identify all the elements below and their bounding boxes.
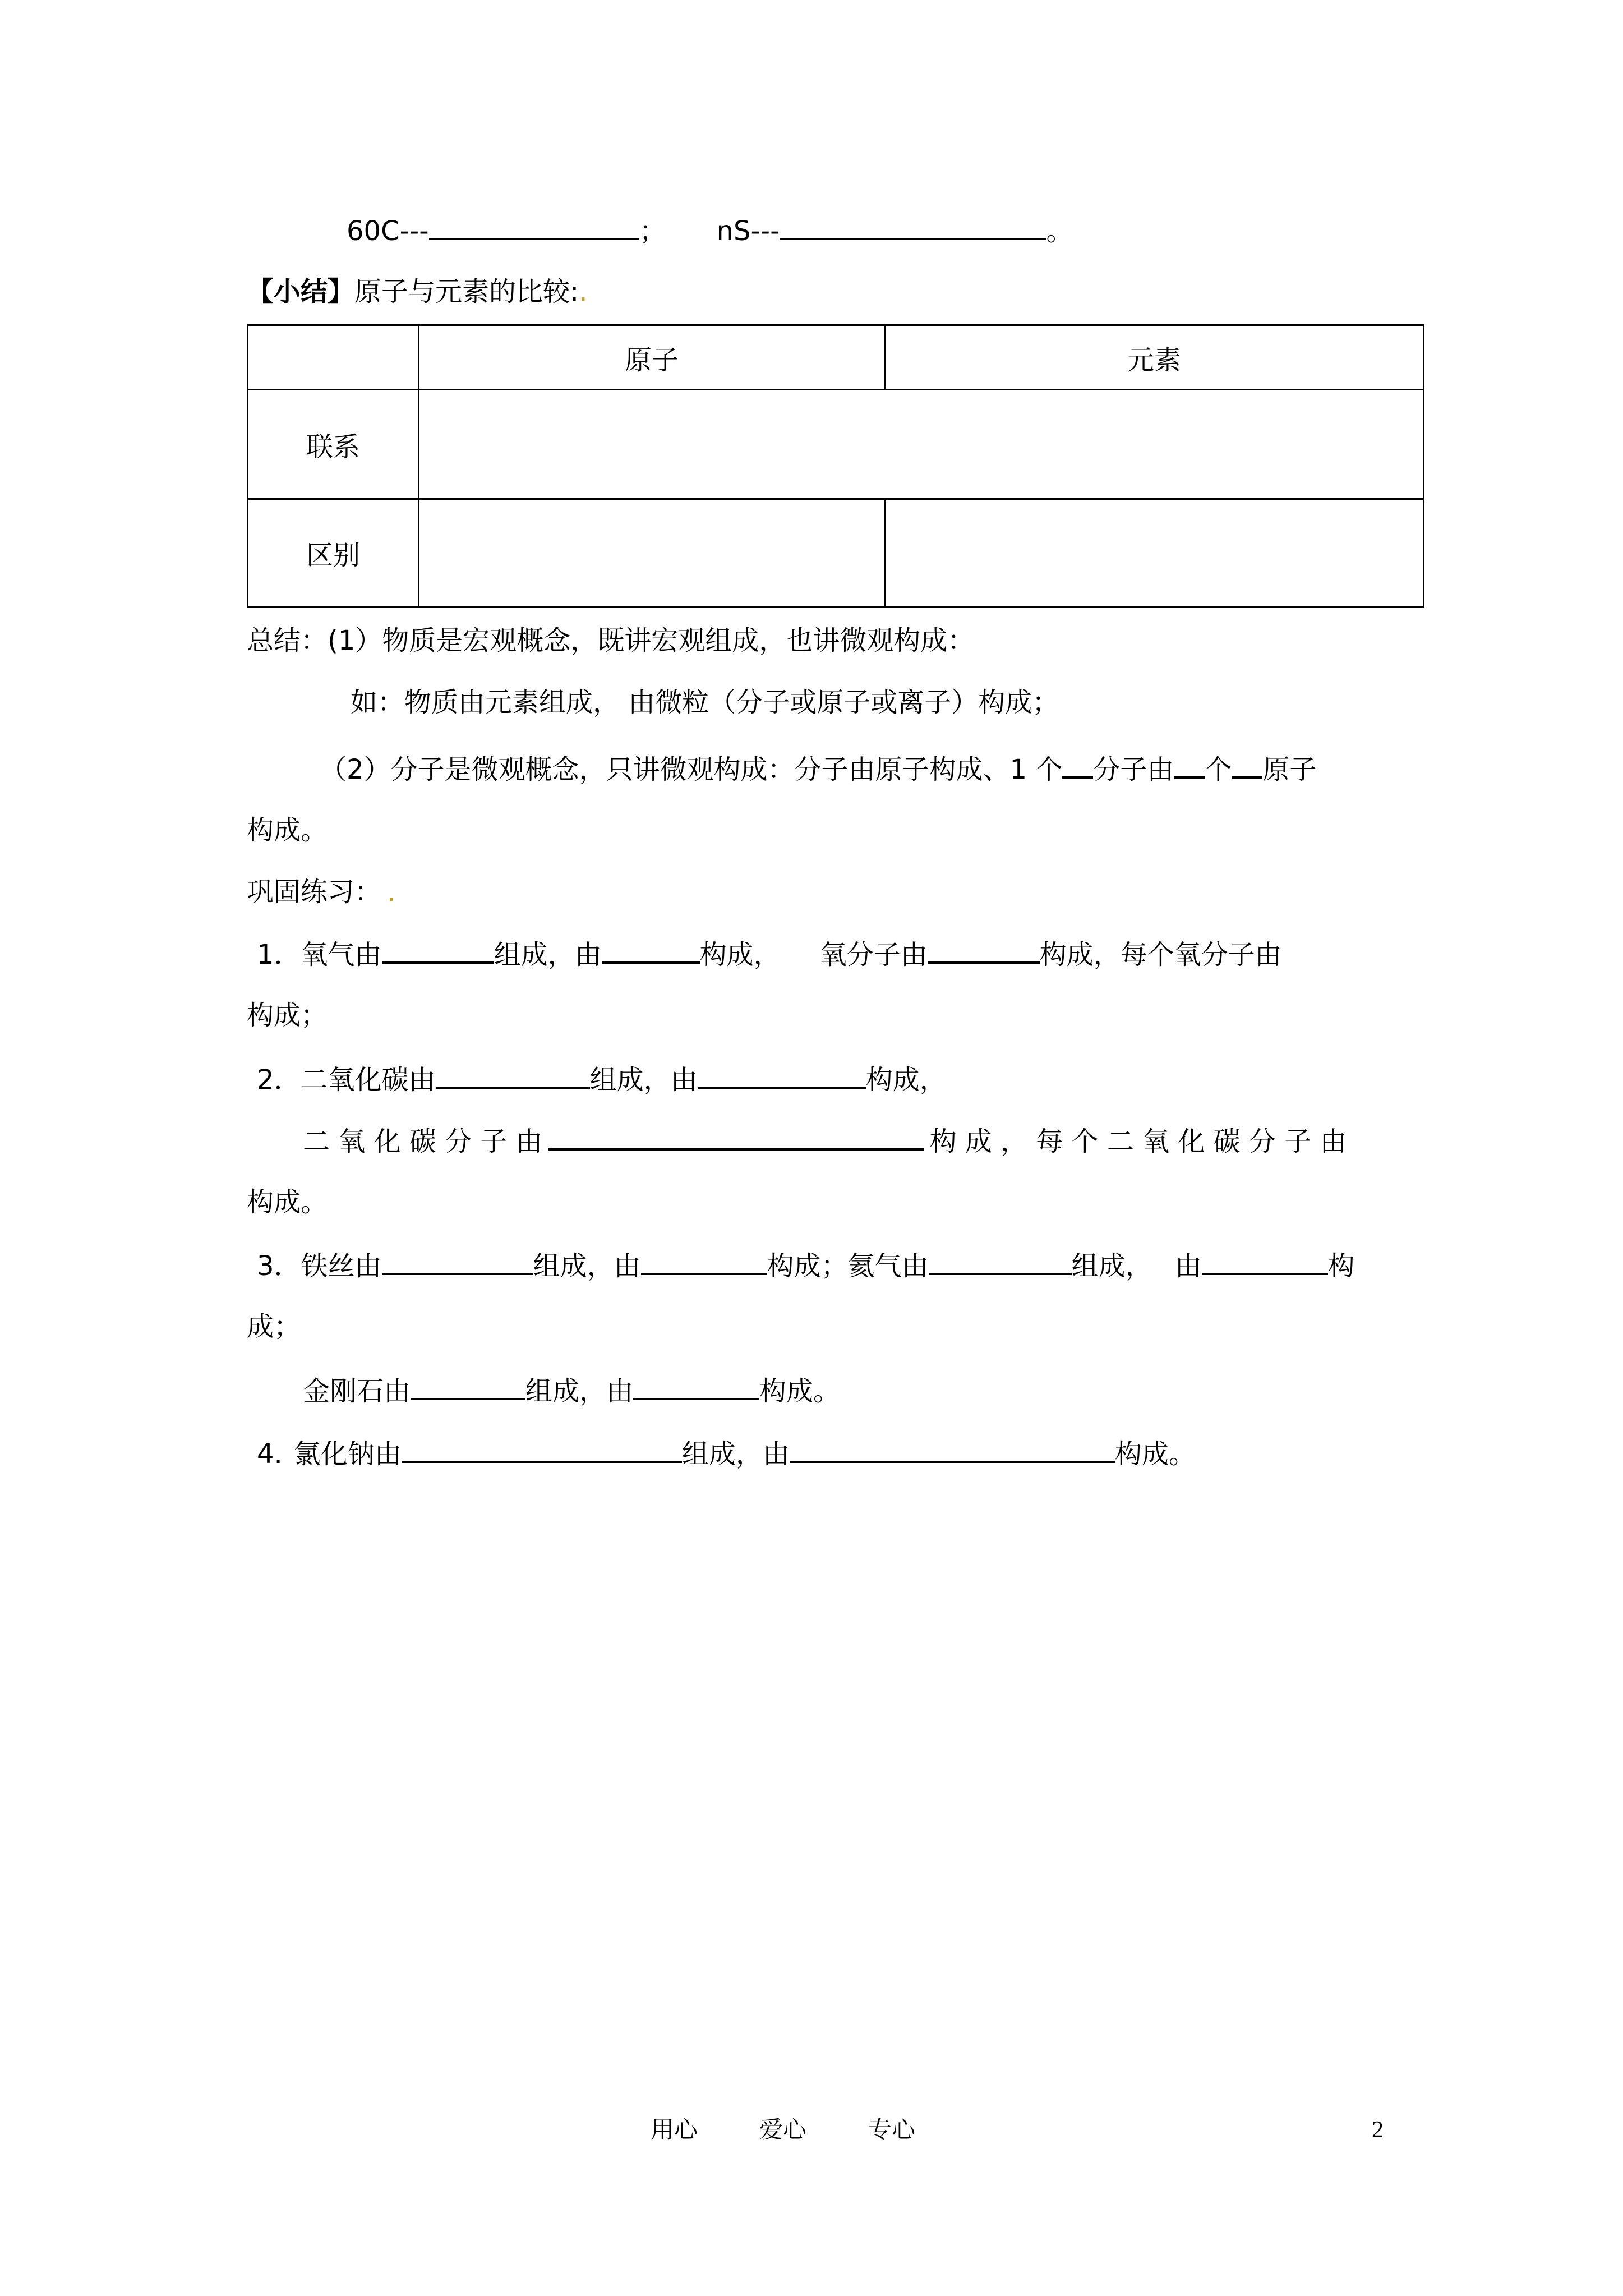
question-4 bbox=[257, 1436, 1196, 1471]
q-text: 氧气由 bbox=[301, 939, 382, 970]
q-text: 构成， bbox=[699, 939, 781, 970]
blank bbox=[633, 1373, 759, 1400]
blank bbox=[928, 937, 1040, 964]
blank bbox=[1202, 1248, 1328, 1275]
summary-heading bbox=[247, 275, 587, 309]
blank bbox=[1062, 752, 1093, 779]
q-text: 构成， bbox=[865, 1064, 947, 1096]
conclusion-line-4: 构成。 bbox=[247, 815, 328, 846]
conclusion-text: 分子由 bbox=[1093, 754, 1174, 785]
question-1 bbox=[257, 937, 1282, 972]
footer bbox=[651, 2115, 915, 2145]
conclusion-text: 个 bbox=[1205, 754, 1232, 785]
footer-item: 爱心 bbox=[759, 2116, 807, 2143]
q-text: 构成。 bbox=[759, 1375, 841, 1407]
question-2-cont: 构成。 bbox=[247, 1186, 328, 1218]
comparison-table bbox=[247, 324, 1424, 608]
q-text: 组成，由 bbox=[525, 1375, 634, 1407]
q-text: 二 氧 化 碳 分 子 由 bbox=[303, 1126, 543, 1157]
practice-title-text: 巩固练习： bbox=[247, 876, 382, 908]
q-text: 组成，由 bbox=[589, 1064, 698, 1096]
q-text: 组成， bbox=[1071, 1250, 1152, 1282]
q-text: 组成，由 bbox=[681, 1438, 790, 1470]
q-text: 构成；氦气由 bbox=[767, 1250, 929, 1282]
blank bbox=[929, 1248, 1072, 1275]
question-1-cont: 构成； bbox=[247, 1000, 328, 1031]
conclusion-text: 原子 bbox=[1262, 754, 1317, 785]
blank bbox=[641, 1248, 767, 1275]
formula-60c: 60C--- bbox=[347, 215, 429, 247]
practice-title bbox=[247, 875, 395, 909]
question-number: 1． bbox=[257, 939, 301, 970]
blank bbox=[548, 1124, 924, 1151]
q-text: 铁丝由 bbox=[301, 1250, 382, 1282]
blank bbox=[1174, 752, 1205, 779]
question-3-line-3 bbox=[303, 1373, 840, 1408]
relation-cell bbox=[419, 390, 1424, 499]
blank bbox=[436, 1062, 590, 1089]
q-text: 组成，由 bbox=[533, 1250, 641, 1282]
question-number: 3． bbox=[257, 1250, 301, 1282]
blank bbox=[602, 937, 700, 964]
blank bbox=[411, 1373, 525, 1400]
blank bbox=[790, 1436, 1115, 1463]
conclusion-line-1: 总结：(1）物质是宏观概念，既讲宏观组成，也讲微观构成： bbox=[247, 625, 975, 656]
question-2-line-2 bbox=[303, 1124, 1347, 1158]
row-header-relation: 联系 bbox=[248, 390, 419, 499]
q-text: 金刚石由 bbox=[303, 1375, 411, 1407]
formula-line bbox=[347, 213, 1073, 248]
col-header-atom: 原子 bbox=[419, 325, 885, 390]
question-2 bbox=[257, 1062, 947, 1097]
blank bbox=[429, 213, 639, 240]
q-text: 构 成 ， 每 个 二 氧 化 碳 分 子 由 bbox=[929, 1126, 1347, 1157]
question-number: 4. bbox=[257, 1438, 283, 1470]
separator: ； bbox=[639, 215, 666, 247]
question-3 bbox=[257, 1248, 1355, 1283]
question-3-cont: 成； bbox=[247, 1311, 301, 1342]
q-text: 构成，每个氧分子由 bbox=[1039, 939, 1282, 970]
blank bbox=[1232, 752, 1262, 779]
period: 。 bbox=[1046, 215, 1073, 247]
q-text: 由 bbox=[1174, 1250, 1202, 1282]
question-number: 2． bbox=[257, 1064, 301, 1096]
q-text: 构成。 bbox=[1114, 1438, 1196, 1470]
col-header-element: 元素 bbox=[885, 325, 1424, 390]
page-number: 2 bbox=[1372, 2117, 1384, 2143]
table-corner bbox=[248, 325, 419, 390]
blank bbox=[382, 1248, 533, 1275]
blank bbox=[382, 937, 494, 964]
decor-dot: . bbox=[387, 876, 396, 908]
q-text: 组成，由 bbox=[494, 939, 602, 970]
blank bbox=[698, 1062, 866, 1089]
blank bbox=[780, 213, 1046, 240]
q-text: 构 bbox=[1327, 1250, 1355, 1282]
conclusion-line-2: 如：物质由元素组成， 由微粒（分子或原子或离子）构成； bbox=[351, 687, 1059, 718]
row-header-difference: 区别 bbox=[248, 499, 419, 607]
difference-atom-cell bbox=[419, 499, 885, 607]
decor-dot: . bbox=[579, 276, 588, 307]
q-text: 氧分子由 bbox=[819, 939, 928, 970]
q-text: 二氧化碳由 bbox=[301, 1064, 436, 1096]
conclusion-text: （2）分子是微观概念，只讲微观构成：分子由原子构成、1 个 bbox=[320, 754, 1063, 785]
summary-bracket: 【小结】 bbox=[247, 276, 355, 307]
footer-item: 专心 bbox=[868, 2116, 916, 2143]
blank bbox=[402, 1436, 682, 1463]
footer-item: 用心 bbox=[651, 2116, 698, 2143]
summary-text: 原子与元素的比较: bbox=[354, 276, 579, 307]
difference-element-cell bbox=[885, 499, 1424, 607]
formula-ns: nS--- bbox=[716, 215, 780, 247]
q-text: 氯化钠由 bbox=[293, 1438, 402, 1470]
conclusion-line-3 bbox=[320, 752, 1316, 786]
